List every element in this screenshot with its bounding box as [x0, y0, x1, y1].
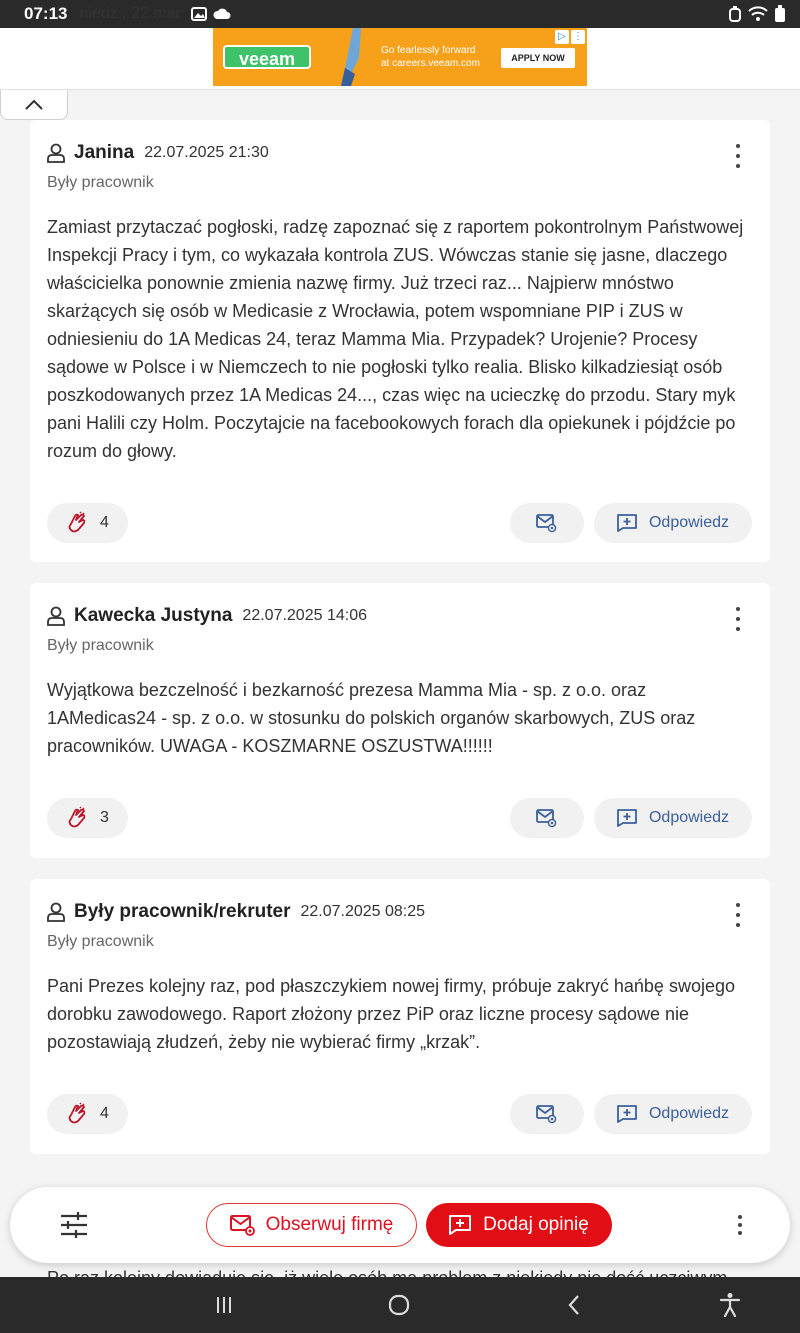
ad-line-1: Go fearlessly forward [381, 45, 476, 56]
cloud-icon [213, 8, 231, 20]
ad-figure-graphic [331, 28, 371, 86]
follow-company-button[interactable] [206, 1203, 417, 1247]
review-date: 22.07.2025 21:30 [144, 144, 269, 161]
back-icon [566, 1294, 582, 1316]
follow-label: Obserwuj firmę [265, 1214, 394, 1235]
review-header [47, 142, 269, 164]
review-role: Były pracownik [47, 933, 154, 950]
review-date: 22.07.2025 08:25 [300, 903, 426, 920]
review-header [47, 605, 367, 627]
review-author: Były pracownik/rekruter [74, 901, 291, 922]
user-icon [47, 143, 67, 163]
message-button[interactable] [510, 798, 584, 838]
mail-at-icon [536, 808, 558, 828]
recent-apps-icon [214, 1295, 234, 1315]
home-button[interactable] [385, 1291, 413, 1319]
like-count: 4 [100, 1105, 109, 1122]
review-text: Pani Prezes kolejny raz, pod płaszczykiem nowej firmy, próbuje zakryć hańbę swojego dorobku zawodowego. Raport złożony przez PiP oraz liczne procesy sądowe nie pozostawiają złudzeń, żeby nie wybierać firmy „krzak”. [47, 976, 735, 1052]
collapse-ad-button[interactable] [0, 90, 68, 120]
reply-label: Odpowiedz [648, 514, 730, 531]
home-icon [387, 1293, 411, 1317]
ad-logo: veeam [223, 45, 311, 69]
review-card [30, 879, 770, 1154]
ad-text [381, 44, 499, 70]
like-button[interactable] [47, 1094, 128, 1134]
review-more-button[interactable] [728, 607, 748, 631]
clap-icon [66, 807, 88, 829]
bottom-action-bar [10, 1187, 790, 1263]
system-nav-bar [0, 1277, 800, 1333]
review-header [47, 901, 425, 923]
gallery-icon [191, 7, 207, 21]
sliders-icon [58, 1209, 90, 1241]
like-count: 3 [100, 809, 109, 826]
ad-choices-icon[interactable]: ▷ [555, 30, 569, 44]
add-review-label: Dodaj opinię [483, 1214, 589, 1235]
mail-at-icon [536, 1104, 558, 1124]
ad-choices[interactable] [555, 30, 585, 44]
alarm-icon [728, 6, 742, 22]
add-comment-icon [449, 1215, 471, 1235]
review-role: Były pracownik [47, 637, 154, 654]
review-card [30, 583, 770, 858]
mail-at-icon [230, 1214, 256, 1236]
reply-button[interactable] [594, 798, 752, 838]
ad-line-2: at careers.veeam.com [381, 58, 480, 69]
review-role: Były pracownik [47, 174, 154, 191]
message-button[interactable] [510, 1094, 584, 1134]
review-text: Zamiast przytaczać pogłoski, radzę zapoznać się z raportem pokontrolnym Państwowej Inspekcji Pracy i tym, co wykazała kontrola ZUS. Wówczas stanie się jasne, dlaczego właścicielka ponownie zmienia nazwę firmy. Już trzeci raz... Najpierw mnóstwo skarżących się osób w Medicasie z Wrocławia, potem wspomniane PIP i ZUS w odniesieniu do 1A Medicas 24, teraz Mamma Mia. Przypadek? Urojenie? Procesy sądowe w Polsce i w Niemczech to nie pogłoski tylko realia. Blisko kilkadziesiąt osób poszkodowanych przez 1A Medicas 24..., czas więc na ucieczkę do przodu. Stary myk pani Halili czy Holm. Poczytajcie na facebookowych forach dla opiekunek i pójdźcie po rozum do głowy. [47, 217, 744, 461]
wifi-icon [748, 6, 768, 22]
status-date: niedz., 22 mar [79, 5, 181, 22]
back-button[interactable] [560, 1291, 588, 1319]
like-button[interactable] [47, 798, 128, 838]
reply-label: Odpowiedz [648, 809, 730, 826]
review-more-button[interactable] [728, 903, 748, 927]
like-button[interactable] [47, 503, 128, 543]
review-more-button[interactable] [728, 144, 748, 168]
clap-icon [66, 512, 88, 534]
reply-icon [617, 809, 637, 827]
recent-apps-button[interactable] [210, 1291, 238, 1319]
more-options-button[interactable] [734, 1215, 746, 1235]
reply-label: Odpowiedz [648, 1105, 730, 1122]
reply-icon [617, 514, 637, 532]
like-count: 4 [100, 514, 109, 531]
reply-button[interactable] [594, 503, 752, 543]
status-bar [0, 0, 800, 28]
reply-icon [617, 1105, 637, 1123]
ad-banner[interactable] [213, 28, 587, 86]
ad-strip [0, 28, 800, 90]
user-icon [47, 902, 67, 922]
review-date: 22.07.2025 14:06 [242, 607, 367, 624]
accessibility-button[interactable] [716, 1291, 744, 1319]
battery-icon [774, 5, 786, 23]
add-review-button[interactable] [426, 1203, 612, 1247]
message-button[interactable] [510, 503, 584, 543]
review-text: Wyjątkowa bezczelność i bezkarność prezesa Mamma Mia - sp. z o.o. oraz 1AMedicas24 - sp. z o.o. w stosunku do polskich organów skarbowych, ZUS oraz pracowników. UWAGA - KOSZMARNE OSZUSTWA!!!!!! [47, 680, 696, 756]
review-card [30, 120, 770, 562]
clap-icon [66, 1103, 88, 1125]
user-icon [47, 606, 67, 626]
status-time: 07:13 [24, 4, 68, 23]
chevron-up-icon [25, 100, 43, 110]
review-author: Kawecka Justyna [74, 605, 233, 626]
ad-apply-button[interactable]: APPLY NOW [501, 48, 575, 68]
review-author: Janina [74, 142, 135, 163]
reply-button[interactable] [594, 1094, 752, 1134]
mail-at-icon [536, 513, 558, 533]
ad-close-icon[interactable]: ⋮ [573, 31, 583, 42]
accessibility-icon [719, 1292, 741, 1318]
filter-button[interactable] [58, 1209, 90, 1241]
